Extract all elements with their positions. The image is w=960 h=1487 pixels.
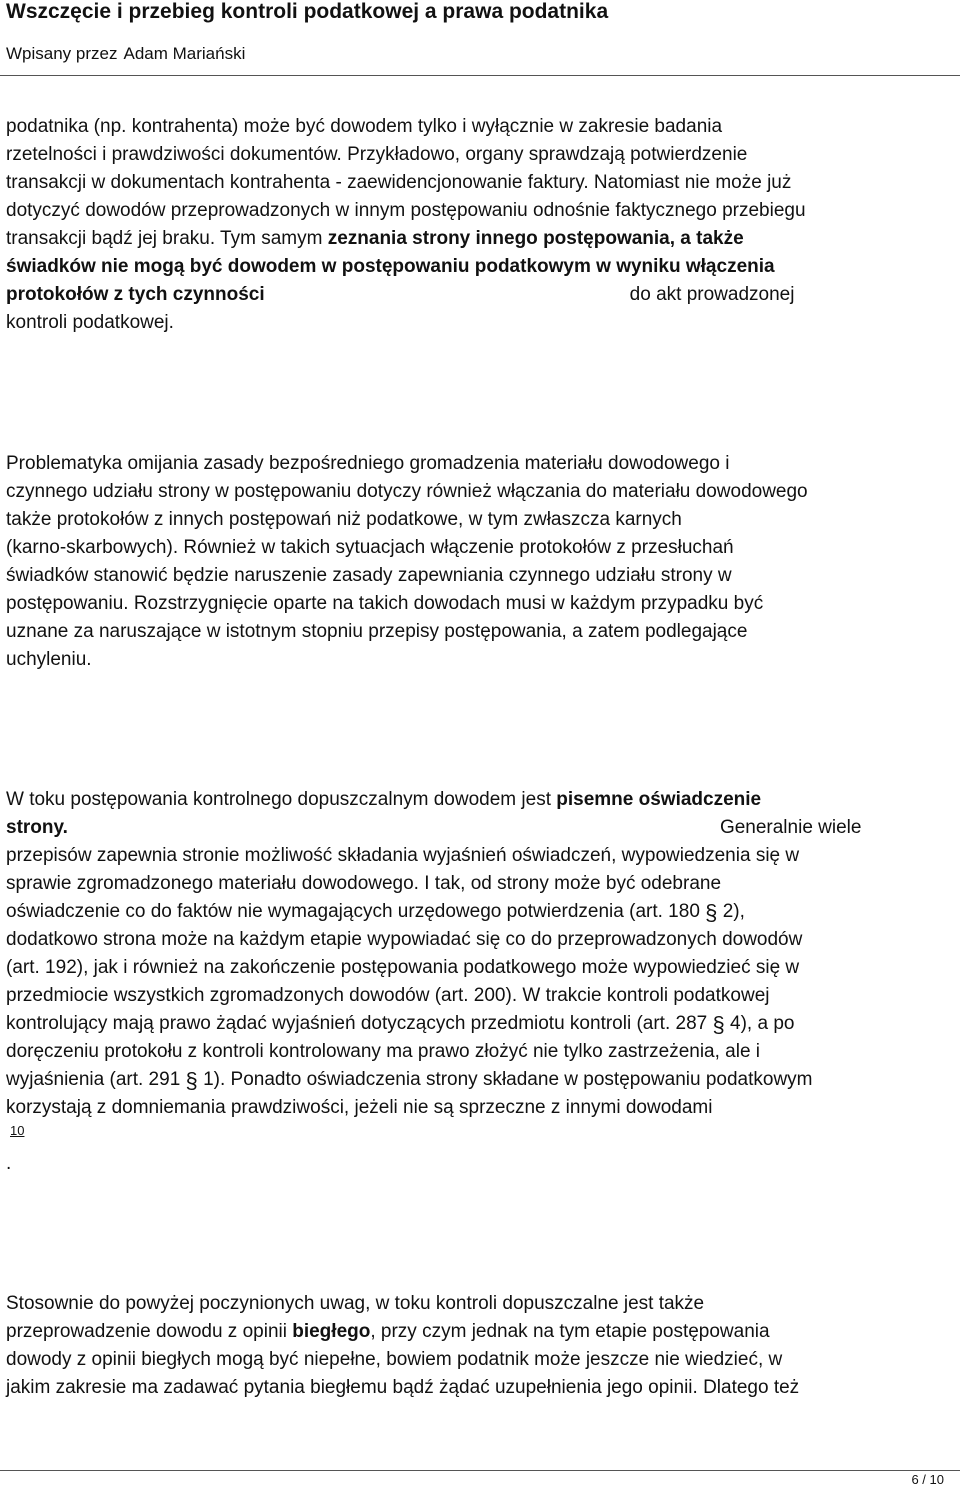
text-line [6, 1010, 954, 1038]
author-line [6, 44, 245, 64]
text-segment: do akt prowadzonej [629, 284, 795, 305]
text-line: uznane za naruszające w istotnym stopniu przepisy postępowania, a zatem podlegające [6, 621, 748, 642]
text-line: dodatkowo strona może na każdym etapie wypowiadać się co do przeprowadzonych dowodów [6, 929, 803, 950]
text-segment: przeprowadzenie dowodu z opinii [6, 1321, 293, 1342]
text-line: (art. 192), jak i również na zakończenie postępowania podatkowego może wypowiedzieć się w [6, 957, 800, 978]
text-line [6, 1318, 954, 1346]
bold-text: zeznania strony innego postępowania, a także [327, 228, 744, 249]
text-segment: Generalnie wiele [719, 817, 862, 838]
paragraph-3 [6, 786, 954, 1122]
text-line: dowody z opinii biegłych mogą być niepełne, bowiem podatnik może jeszcze nie wiedzieć, w [6, 1349, 783, 1370]
text-line: świadków stanowić będzie naruszenie zasady zapewniania czynnego udziału strony w [6, 565, 732, 586]
text-line: (karno-skarbowych). Również w takich sytuacjach włączenie protokołów z przesłuchań [6, 537, 734, 558]
footnote-link[interactable]: 10 [10, 1123, 25, 1138]
text-line: Stosownie do powyżej poczynionych uwag, w toku kontroli dopuszczalne jest także [6, 1293, 705, 1314]
header-divider [0, 75, 960, 76]
author-prefix: Wpisany przez [6, 44, 118, 63]
text-line: czynnego udziału strony w postępowaniu dotyczy również włączania do materiału dowodowego [6, 481, 808, 502]
text-segment: W toku postępowania kontrolnego dopuszczalnym dowodem jest [6, 789, 557, 810]
text-line: dotyczyć dowodów przeprowadzonych w innym postępowaniu odnośnie faktycznego przebiegu [6, 200, 806, 221]
text-line: doręczeniu protokołu z kontroli kontrolowany ma prawo złożyć nie tylko zastrzeżenia, ale i [6, 1041, 761, 1062]
section-sign: § [185, 1068, 198, 1093]
text-segment: 2), [722, 901, 745, 922]
text-segment: 4), a po [730, 1013, 795, 1034]
footer-divider [0, 1470, 960, 1471]
text-line [6, 898, 954, 926]
text-line [6, 225, 954, 253]
text-segment: , przy czym jednak na tym etapie postępowania [370, 1321, 770, 1342]
text-line: także protokołów z innych postępowań niż podatkowe, w tym zwłaszcza karnych [6, 509, 682, 530]
text-line: rzetelności i prawdziwości dokumentów. Przykładowo, organy sprawdzają potwierdzenie [6, 144, 748, 165]
section-sign: § [712, 1012, 725, 1037]
paragraph-2 [6, 450, 954, 674]
bold-text: strony. [6, 817, 68, 838]
text-line: przepisów zapewnia stronie możliwość składania wyjaśnień oświadczeń, wypowiedzenia się w [6, 845, 800, 866]
page-number: 6 / 10 [911, 1472, 944, 1487]
text-line: transakcji w dokumentach kontrahenta - zaewidencjonowanie faktury. Natomiast nie może już [6, 172, 792, 193]
document-title: Wszczęcie i przebieg kontroli podatkowej a prawa podatnika [6, 0, 609, 23]
text-segment: oświadczenie co do faktów nie wymagających urzędowego potwierdzenia (art. 180 [6, 901, 700, 922]
text-line: jakim zakresie ma zadawać pytania biegłemu bądź żądać uzupełnienia jego opinii. Dlatego też [6, 1377, 800, 1398]
bold-text-line: świadków nie mogą być dowodem w postępowaniu podatkowym w wyniku włączenia [6, 256, 775, 277]
text-segment: 1). Ponadto oświadczenia strony składane w postępowaniu podatkowym [203, 1069, 813, 1090]
paragraph-1 [6, 113, 954, 337]
paragraph-4 [6, 1290, 954, 1402]
section-sign: § [705, 900, 718, 925]
text-line: kontroli podatkowej. [6, 312, 174, 333]
text-line: Problematyka omijania zasady bezpośredniego gromadzenia materiału dowodowego i [6, 453, 730, 474]
text-segment: kontrolujący mają prawo żądać wyjaśnień dotyczących przedmiotu kontroli (art. 287 [6, 1013, 708, 1034]
text-line: sprawie zgromadzonego materiału dowodowego. I tak, od strony może być odebrane [6, 873, 722, 894]
text-line: podatnika (np. kontrahenta) może być dowodem tylko i wyłącznie w zakresie badania [6, 116, 723, 137]
text-line [6, 1066, 954, 1094]
text-line [6, 814, 954, 842]
bold-text: protokołów z tych czynności [6, 284, 265, 305]
text-segment: transakcji bądź jej braku. Tym samym [6, 228, 328, 249]
text-line: przedmiocie wszystkich zgromadzonych dowodów (art. 200). W trakcie kontroli podatkowej [6, 985, 770, 1006]
text-line: uchyleniu. [6, 649, 92, 670]
bold-text: biegłego [292, 1321, 371, 1342]
text-line: korzystają z domniemania prawdziwości, jeżeli nie są sprzeczne z innymi dowodami [6, 1097, 713, 1118]
author-name: Adam Mariański [123, 44, 246, 63]
text-line: postępowaniu. Rozstrzygnięcie oparte na takich dowodach musi w każdym przypadku być [6, 593, 764, 614]
text-segment: wyjaśnienia (art. 291 [6, 1069, 181, 1090]
footnote-dot: . [6, 1153, 12, 1174]
text-line [6, 786, 954, 814]
text-line [6, 281, 954, 309]
bold-text: pisemne oświadczenie [556, 789, 762, 810]
